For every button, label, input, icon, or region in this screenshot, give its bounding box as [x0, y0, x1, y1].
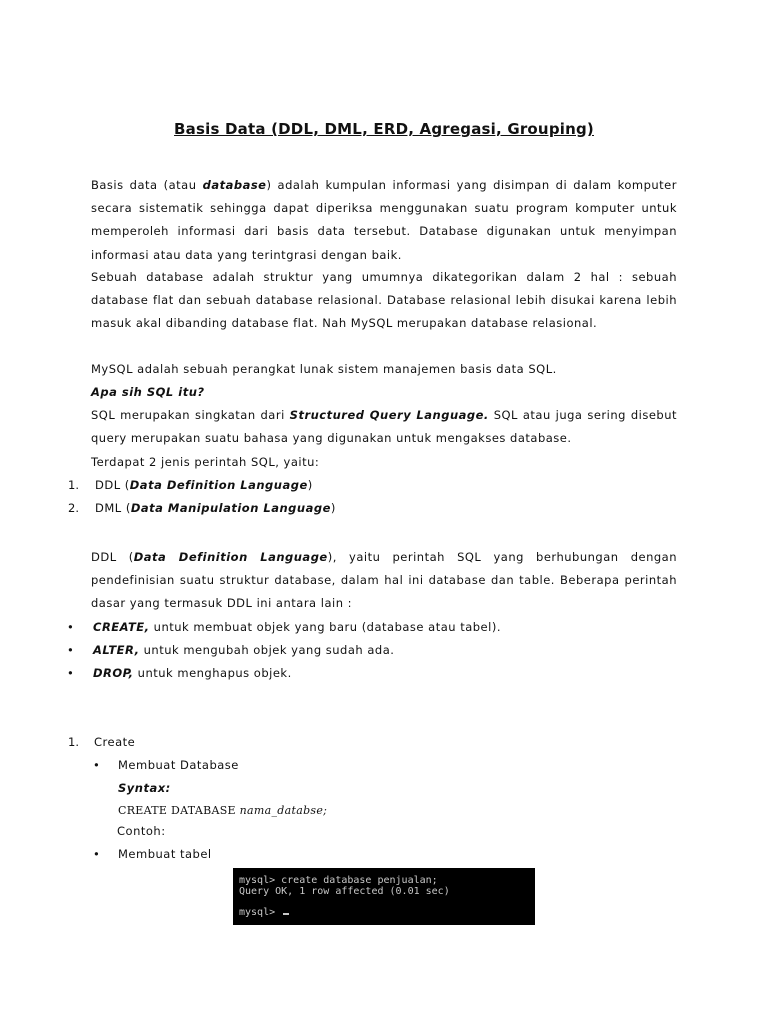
ddl-text: DDL (: [91, 550, 134, 564]
item-membuat-database: Membuat Database: [118, 758, 239, 772]
bullet-icon: •: [67, 643, 74, 657]
section-heading-create: Create: [94, 735, 136, 749]
list-text: ): [307, 478, 313, 492]
intro-text: Basis data (atau: [91, 178, 203, 192]
terminal-line-1: mysql> create database penjualan;: [239, 875, 438, 886]
sql-types-intro: Terdapat 2 jenis perintah SQL, yaitu:: [91, 455, 320, 469]
sql-term: Structured Query Language.: [289, 408, 489, 422]
sql-paragraph: [91, 404, 677, 450]
command-name: CREATE,: [93, 620, 150, 634]
bullet-icon: •: [93, 758, 100, 772]
list-term: Data Definition Language: [129, 478, 308, 492]
ddl-command-drop: [93, 662, 292, 685]
terminal-line-3: [239, 905, 529, 918]
list-text: DML (: [95, 501, 131, 515]
mysql-definition: MySQL adalah sebuah perangkat lunak sistem manajemen basis data SQL.: [91, 362, 557, 376]
terminal-prompt: mysql>: [239, 907, 282, 918]
contoh-label: Contoh:: [117, 824, 166, 838]
intro-paragraph-2: Sebuah database adalah struktur yang umumnya dikategorikan dalam 2 hal : sebuah database flat dan sebuah database relasional. Database relasional lebih disukai karena lebih masuk akal dibanding database flat. Nah MySQL merupakan database relasional.: [91, 270, 677, 331]
terminal-screenshot: [233, 868, 535, 925]
document-title: Basis Data (DDL, DML, ERD, Agregasi, Grouping): [174, 120, 594, 138]
command-name: ALTER,: [93, 643, 140, 657]
database-term: database: [202, 178, 267, 192]
command-desc: untuk membuat objek yang baru (database atau tabel).: [149, 620, 501, 634]
ddl-command-create: [93, 616, 501, 639]
ddl-term: Data Definition Language: [133, 550, 328, 564]
ddl-command-alter: [93, 639, 394, 662]
intro-paragraph-1: [91, 174, 677, 267]
list-number: 2.: [68, 501, 79, 515]
sql-type-dml: [95, 497, 336, 520]
bullet-icon: •: [67, 666, 74, 680]
sql-type-ddl: [95, 474, 313, 497]
list-term: Data Manipulation Language: [130, 501, 331, 515]
syntax-code: [118, 799, 327, 822]
syntax-label-text: Syntax:: [118, 781, 171, 795]
bullet-icon: •: [93, 847, 100, 861]
syntax-keyword: CREATE DATABASE: [118, 804, 240, 817]
bullet-icon: •: [67, 620, 74, 634]
list-number: 1.: [68, 478, 79, 492]
syntax-label: [118, 777, 171, 800]
sql-question-text: Apa sih SQL itu?: [91, 385, 205, 399]
ddl-paragraph: [91, 546, 677, 616]
command-desc: untuk mengubah objek yang sudah ada.: [139, 643, 395, 657]
syntax-arg: nama_databse;: [239, 804, 328, 817]
section-number: 1.: [68, 735, 79, 749]
sql-text: SQL merupakan singkatan dari: [91, 408, 290, 422]
item-membuat-tabel: Membuat tabel: [118, 847, 212, 861]
ddl-text-cont: ), yaitu perintah SQL yang berhubungan dengan pendefinisian suatu struktur database, dalam hal ini database dan table. Beberapa perintah dasar yang termasuk DDL ini antara lain :: [91, 550, 677, 611]
cursor-icon: [283, 905, 289, 915]
sql-question: [91, 381, 205, 404]
list-text: ): [330, 501, 336, 515]
list-text: DDL (: [95, 478, 130, 492]
terminal-line-2: Query OK, 1 row affected (0.01 sec): [239, 886, 450, 897]
intro-text-cont: ) adalah kumpulan informasi yang disimpan di dalam komputer secara sistematik sehingga dapat diperiksa menggunakan suatu program komputer untuk memperoleh informasi dari basis data tersebut. Database digunakan untuk menyimpan informasi atau data yang terintgrasi dengan baik.: [91, 178, 677, 262]
command-name: DROP,: [93, 666, 134, 680]
sql-text-cont: SQL atau juga sering disebut query merupakan suatu bahasa yang digunakan untuk mengakses database.: [91, 408, 677, 446]
command-desc: untuk menghapus objek.: [133, 666, 292, 680]
